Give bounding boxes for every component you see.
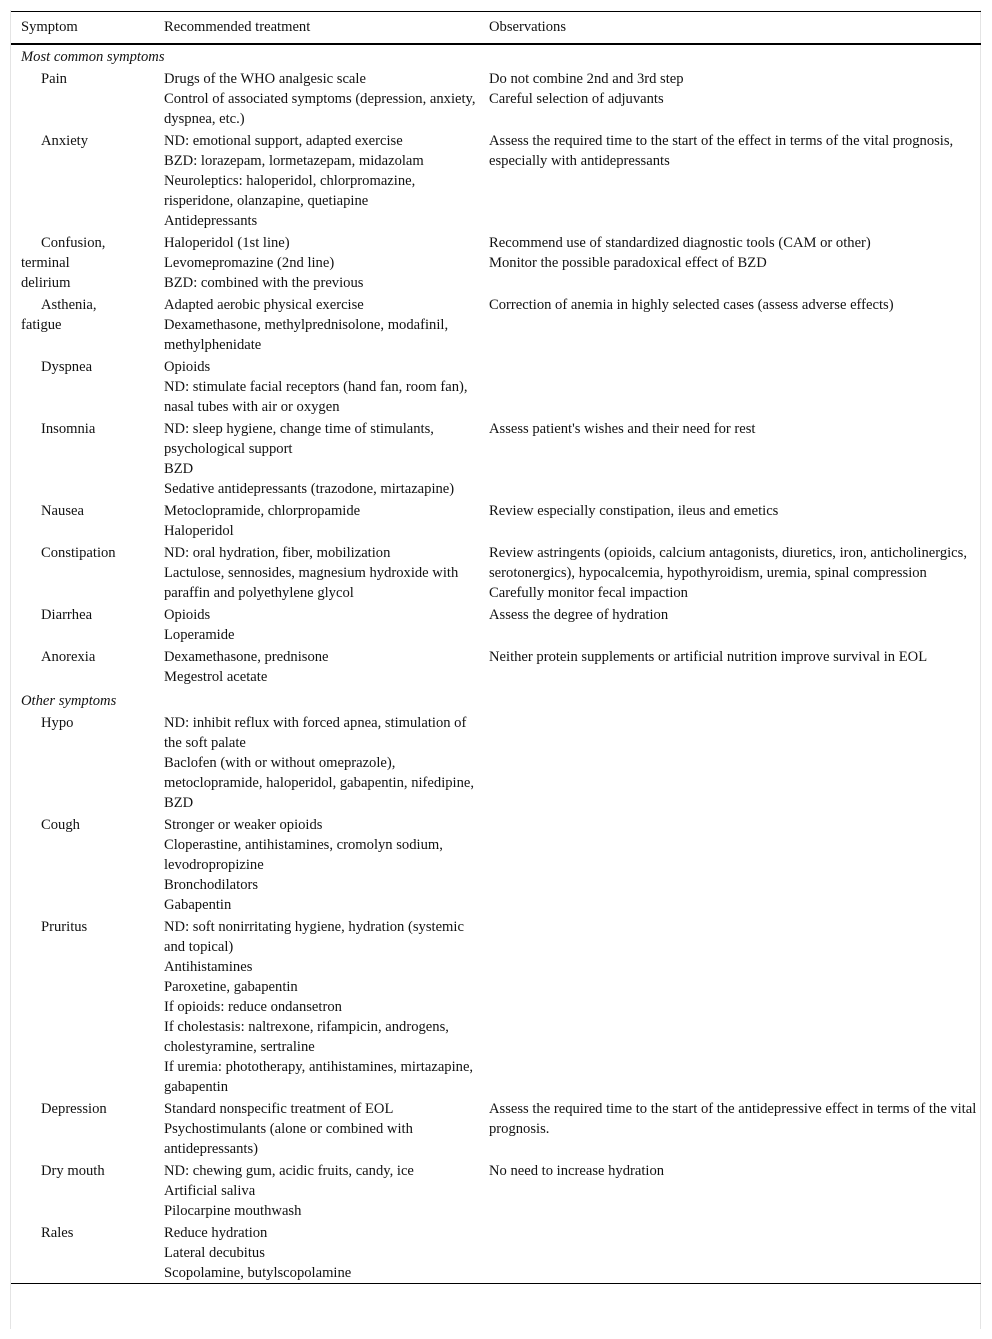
cell-line: ND: emotional support, adapted exercise bbox=[164, 133, 403, 149]
symptom-cell bbox=[11, 543, 154, 605]
treatment-cell bbox=[154, 501, 479, 543]
header-row bbox=[11, 12, 981, 45]
symptom-cell bbox=[11, 69, 154, 131]
cell-line: BZD bbox=[164, 461, 194, 477]
table-row bbox=[11, 1223, 981, 1284]
observations-cell bbox=[479, 419, 981, 501]
cell-line bbox=[21, 131, 154, 151]
table-row bbox=[11, 647, 981, 689]
header-treatment: Recommended treatment bbox=[164, 19, 311, 35]
observations-cell bbox=[479, 1161, 981, 1223]
symptom-cell bbox=[11, 815, 154, 917]
cell-line: Review especially constipation, ileus and emetics bbox=[489, 503, 779, 519]
cell-line: Lactulose, sennosides, magnesium hydroxide with paraffin and polyethylene glycol bbox=[164, 565, 459, 601]
table-row bbox=[11, 917, 981, 1099]
cell-line: Levomepromazine (2nd line) bbox=[164, 255, 335, 271]
symptom-name: Depression bbox=[41, 1101, 107, 1117]
section-row bbox=[11, 44, 981, 69]
observations-cell bbox=[479, 69, 981, 131]
cell-line: Opioids bbox=[164, 359, 211, 375]
table-row bbox=[11, 419, 981, 501]
symptom-cell bbox=[11, 1161, 154, 1223]
table-row bbox=[11, 233, 981, 295]
cell-line: Dexamethasone, methylprednisolone, modafinil, methylphenidate bbox=[164, 317, 449, 353]
symptom-name: Constipation bbox=[41, 545, 116, 561]
header-observations: Observations bbox=[489, 19, 567, 35]
cell-line: Bronchodilators bbox=[164, 877, 259, 893]
symptom-name: Hypo bbox=[41, 715, 74, 731]
symptom-cell bbox=[11, 295, 154, 357]
treatment-cell bbox=[154, 543, 479, 605]
cell-line: If uremia: phototherapy, antihistamines, mirtazapine, gabapentin bbox=[164, 1059, 474, 1095]
symptom-cell bbox=[11, 233, 154, 295]
treatment-cell bbox=[154, 647, 479, 689]
cell-line: fatigue bbox=[21, 317, 62, 333]
cell-line: ND: stimulate facial receptors (hand fan, room fan), nasal tubes with air or oxygen bbox=[164, 379, 468, 415]
symptom-name: Pruritus bbox=[41, 919, 88, 935]
observations-cell bbox=[479, 605, 981, 647]
cell-line: Standard nonspecific treatment of EOL bbox=[164, 1101, 394, 1117]
observations-cell bbox=[479, 1223, 981, 1284]
cell-line bbox=[21, 1223, 154, 1243]
treatment-cell bbox=[154, 815, 479, 917]
cell-line bbox=[21, 917, 154, 937]
symptom-name: Diarrhea bbox=[41, 607, 93, 623]
cell-line: Drugs of the WHO analgesic scale bbox=[164, 71, 366, 87]
cell-line: Artificial saliva bbox=[164, 1183, 256, 1199]
cell-line: ND: soft nonirritating hygiene, hydration (systemic and topical) bbox=[164, 919, 464, 955]
cell-line: Megestrol acetate bbox=[164, 669, 268, 685]
cell-line: Adapted aerobic physical exercise bbox=[164, 297, 364, 313]
cell-line: Pilocarpine mouthwash bbox=[164, 1203, 302, 1219]
cell-line: terminal bbox=[21, 255, 70, 271]
cell-line bbox=[21, 233, 154, 253]
table-row bbox=[11, 295, 981, 357]
cell-line: Assess the degree of hydration bbox=[489, 607, 669, 623]
symptom-treatment-table bbox=[11, 11, 981, 1284]
cell-line bbox=[21, 295, 154, 315]
treatment-cell bbox=[154, 1223, 479, 1284]
cell-line: Baclofen (with or without omeprazole), metoclopramide, haloperidol, gabapentin, nifedipine, BZD bbox=[164, 755, 475, 811]
table-row bbox=[11, 501, 981, 543]
cell-line: Stronger or weaker opioids bbox=[164, 817, 323, 833]
cell-line: Psychostimulants (alone or combined with antidepressants) bbox=[164, 1121, 413, 1157]
cell-line: If cholestasis: naltrexone, rifampicin, androgens, cholestyramine, sertraline bbox=[164, 1019, 449, 1055]
cell-line: Loperamide bbox=[164, 627, 235, 643]
cell-line: Antihistamines bbox=[164, 959, 253, 975]
table-row bbox=[11, 713, 981, 815]
symptom-name: Cough bbox=[41, 817, 80, 833]
observations-cell bbox=[479, 815, 981, 917]
observations-cell bbox=[479, 501, 981, 543]
cell-line bbox=[21, 543, 154, 563]
table-row bbox=[11, 815, 981, 917]
table-row bbox=[11, 1161, 981, 1223]
treatment-cell bbox=[154, 233, 479, 295]
header-symptom: Symptom bbox=[21, 19, 78, 35]
cell-line bbox=[21, 647, 154, 667]
observations-cell bbox=[479, 131, 981, 233]
cell-line: Lateral decubitus bbox=[164, 1245, 265, 1261]
table-row bbox=[11, 543, 981, 605]
observations-cell bbox=[479, 295, 981, 357]
symptom-name: Confusion, bbox=[41, 235, 106, 251]
symptom-cell bbox=[11, 917, 154, 1099]
cell-line: ND: sleep hygiene, change time of stimulants, psychological support bbox=[164, 421, 434, 457]
table-row bbox=[11, 357, 981, 419]
cell-line: Recommend use of standardized diagnostic tools (CAM or other) bbox=[489, 235, 871, 251]
symptom-cell bbox=[11, 357, 154, 419]
cell-line: Control of associated symptoms (depression, anxiety, dyspnea, etc.) bbox=[164, 91, 476, 127]
symptom-name: Anxiety bbox=[41, 133, 89, 149]
cell-line bbox=[21, 69, 154, 89]
cell-line: Scopolamine, butylscopolamine bbox=[164, 1265, 352, 1281]
symptom-cell bbox=[11, 501, 154, 543]
section-title: Other symptoms bbox=[21, 693, 117, 709]
cell-line bbox=[21, 419, 154, 439]
symptom-name: Dyspnea bbox=[41, 359, 93, 375]
cell-line: Paroxetine, gabapentin bbox=[164, 979, 298, 995]
cell-line: Assess the required time to the start of the effect in terms of the vital prognosis, especially with antidepressants bbox=[489, 133, 954, 169]
symptom-cell bbox=[11, 131, 154, 233]
treatment-cell bbox=[154, 357, 479, 419]
observations-cell bbox=[479, 233, 981, 295]
symptom-name: Insomnia bbox=[41, 421, 96, 437]
symptom-name: Asthenia, bbox=[41, 297, 97, 313]
table-row bbox=[11, 605, 981, 647]
symptom-name: Dry mouth bbox=[41, 1163, 105, 1179]
treatment-cell bbox=[154, 1161, 479, 1223]
cell-line bbox=[21, 815, 154, 835]
cell-line: Review astringents (opioids, calcium antagonists, diuretics, iron, anticholinergics, serotonergics), hypocalcemia, hypothyroidism, uremia, spinal compression bbox=[489, 545, 967, 581]
table-row bbox=[11, 69, 981, 131]
cell-line: No need to increase hydration bbox=[489, 1163, 665, 1179]
cell-line: Carefully monitor fecal impaction bbox=[489, 585, 688, 601]
cell-line: Do not combine 2nd and 3rd step bbox=[489, 71, 684, 87]
cell-line: ND: inhibit reflux with forced apnea, stimulation of the soft palate bbox=[164, 715, 467, 751]
observations-cell bbox=[479, 1099, 981, 1161]
cell-line: Assess the required time to the start of the antidepressive effect in terms of the vital prognosis. bbox=[489, 1101, 977, 1137]
section-row bbox=[11, 689, 981, 713]
symptom-name: Anorexia bbox=[41, 649, 96, 665]
table-body bbox=[11, 44, 981, 1284]
cell-line: If opioids: reduce ondansetron bbox=[164, 999, 342, 1015]
symptom-cell bbox=[11, 605, 154, 647]
treatment-cell bbox=[154, 917, 479, 1099]
cell-line: ND: chewing gum, acidic fruits, candy, ice bbox=[164, 1163, 414, 1179]
cell-line: Dexamethasone, prednisone bbox=[164, 649, 329, 665]
cell-line: Careful selection of adjuvants bbox=[489, 91, 664, 107]
treatment-cell bbox=[154, 69, 479, 131]
cell-line bbox=[21, 1099, 154, 1119]
cell-line: BZD: lorazepam, lormetazepam, midazolam bbox=[164, 153, 424, 169]
cell-line: Neuroleptics: haloperidol, chlorpromazine, risperidone, olanzapine, quetiapine bbox=[164, 173, 416, 209]
symptom-cell bbox=[11, 419, 154, 501]
treatment-cell bbox=[154, 1099, 479, 1161]
observations-cell bbox=[479, 917, 981, 1099]
treatment-cell bbox=[154, 605, 479, 647]
table-header bbox=[11, 12, 981, 45]
treatment-cell bbox=[154, 713, 479, 815]
cell-line: Haloperidol (1st line) bbox=[164, 235, 290, 251]
symptom-cell bbox=[11, 713, 154, 815]
cell-line: Reduce hydration bbox=[164, 1225, 268, 1241]
observations-cell bbox=[479, 647, 981, 689]
cell-line bbox=[21, 1161, 154, 1181]
cell-line: delirium bbox=[21, 275, 71, 291]
treatment-cell bbox=[154, 131, 479, 233]
cell-line: Monitor the possible paradoxical effect of BZD bbox=[489, 255, 767, 271]
symptom-name: Pain bbox=[41, 71, 67, 87]
cell-line: Antidepressants bbox=[164, 213, 258, 229]
cell-line: Metoclopramide, chlorpropamide bbox=[164, 503, 361, 519]
symptom-cell bbox=[11, 1223, 154, 1284]
cell-line: Haloperidol bbox=[164, 523, 234, 539]
symptom-name: Rales bbox=[41, 1225, 74, 1241]
cell-line: Sedative antidepressants (trazodone, mirtazapine) bbox=[164, 481, 455, 497]
cell-line bbox=[21, 357, 154, 377]
treatment-cell bbox=[154, 419, 479, 501]
cell-line bbox=[21, 713, 154, 733]
treatment-cell bbox=[154, 295, 479, 357]
cell-line: Assess patient's wishes and their need for rest bbox=[489, 421, 756, 437]
observations-cell bbox=[479, 713, 981, 815]
symptom-cell bbox=[11, 647, 154, 689]
cell-line bbox=[21, 501, 154, 521]
cell-line: Gabapentin bbox=[164, 897, 232, 913]
table-row bbox=[11, 131, 981, 233]
symptom-name: Nausea bbox=[41, 503, 84, 519]
cell-line: Cloperastine, antihistamines, cromolyn sodium, levodropropizine bbox=[164, 837, 443, 873]
observations-cell bbox=[479, 543, 981, 605]
cell-line: Opioids bbox=[164, 607, 211, 623]
section-title: Most common symptoms bbox=[21, 49, 165, 65]
symptom-cell bbox=[11, 1099, 154, 1161]
observations-cell bbox=[479, 357, 981, 419]
cell-line: ND: oral hydration, fiber, mobilization bbox=[164, 545, 391, 561]
table-row bbox=[11, 1099, 981, 1161]
cell-line bbox=[21, 605, 154, 625]
cell-line: Neither protein supplements or artificial nutrition improve survival in EOL bbox=[489, 649, 928, 665]
cell-line: BZD: combined with the previous bbox=[164, 275, 364, 291]
cell-line: Correction of anemia in highly selected cases (assess adverse effects) bbox=[489, 297, 894, 313]
